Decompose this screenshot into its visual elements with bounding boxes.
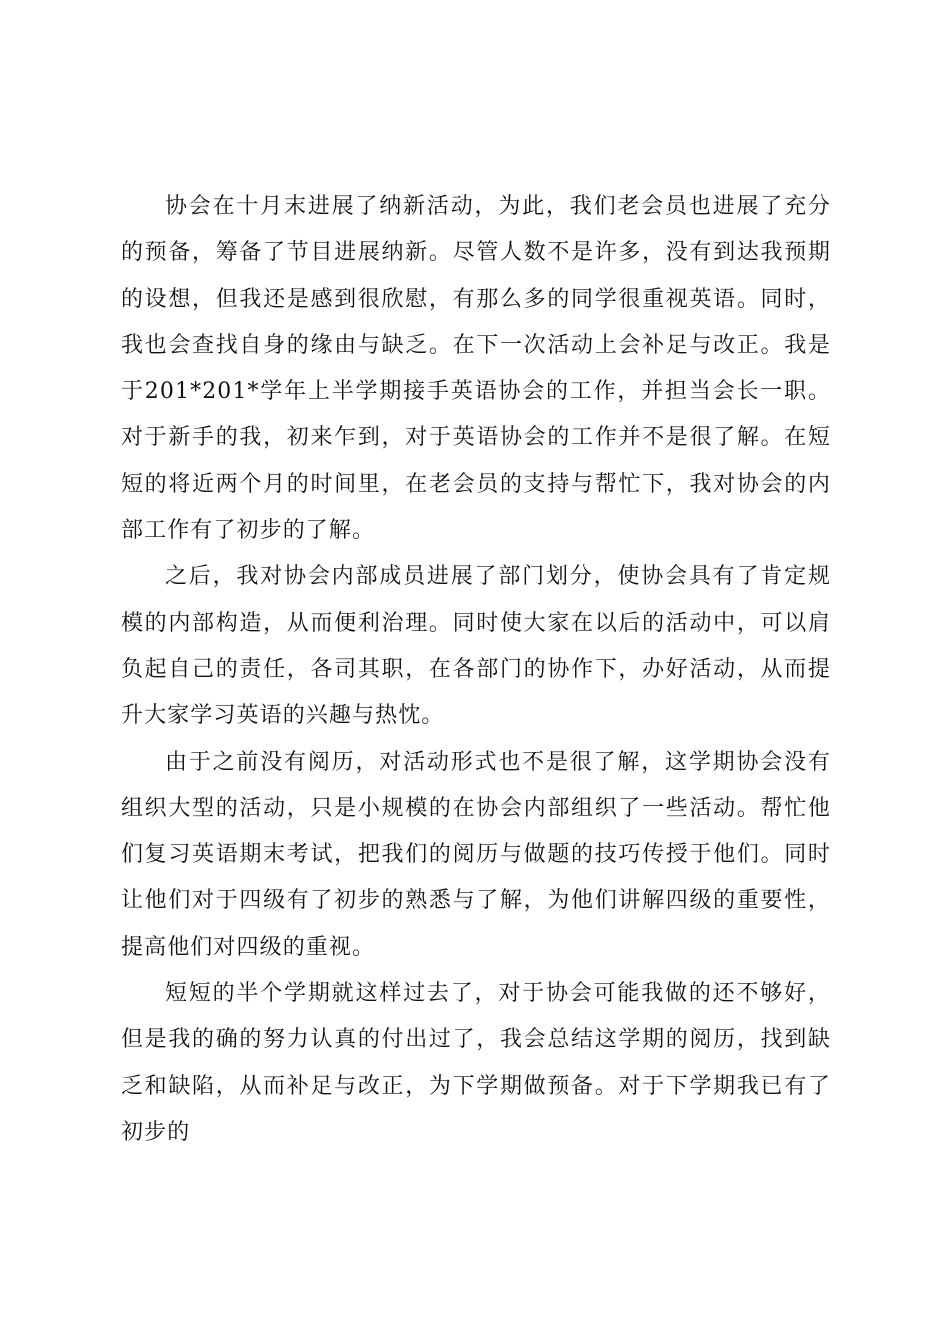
document-body [121,184,831,1156]
paragraph-1: 协会在十月末进展了纳新活动，为此，我们老会员也进展了充分的预备，筹备了节目进展纳新。尽管人数不是许多，没有到达我预期的设想，但我还是感到很欣慰，有那么多的同学很重视英语。同时，我也会查找自身的缘由与缺乏。在下一次活动上会补足与改正。我是于201*201*学年上半学期接手英语协会的工作，并担当会长一职。对于新手的我，初来乍到，对于英语协会的工作并不是很了解。在短短的将近两个月的时间里，在老会员的支持与帮忙下，我对协会的内部工作有了初步的了解。 [121,194,831,544]
paragraph-2: 之后，我对协会内部成员进展了部门划分，使协会具有了肯定规模的内部构造，从而便利治理。同时使大家在以后的活动中，可以肩负起自己的责任，各司其职，在各部门的协作下，办好活动，从而提升大家学习英语的兴趣与热忱。 [121,564,831,729]
paragraph-4: 短短的半个学期就这样过去了，对于协会可能我做的还不够好，但是我的确的努力认真的付出过了，我会总结这学期的阅历，找到缺乏和缺陷，从而补足与改正，为下学期做预备。对于下学期我已有了初步的 [121,981,831,1145]
paragraph-3: 由于之前没有阅历，对活动形式也不是很了解，这学期协会没有组织大型的活动，只是小规模的在协会内部组织了一些活动。帮忙他们复习英语期末考试，把我们的阅历与做题的技巧传授于他们。同时让他们对于四级有了初步的熟悉与了解，为他们讲解四级的重要性，提高他们对四级的重视。 [121,749,831,960]
